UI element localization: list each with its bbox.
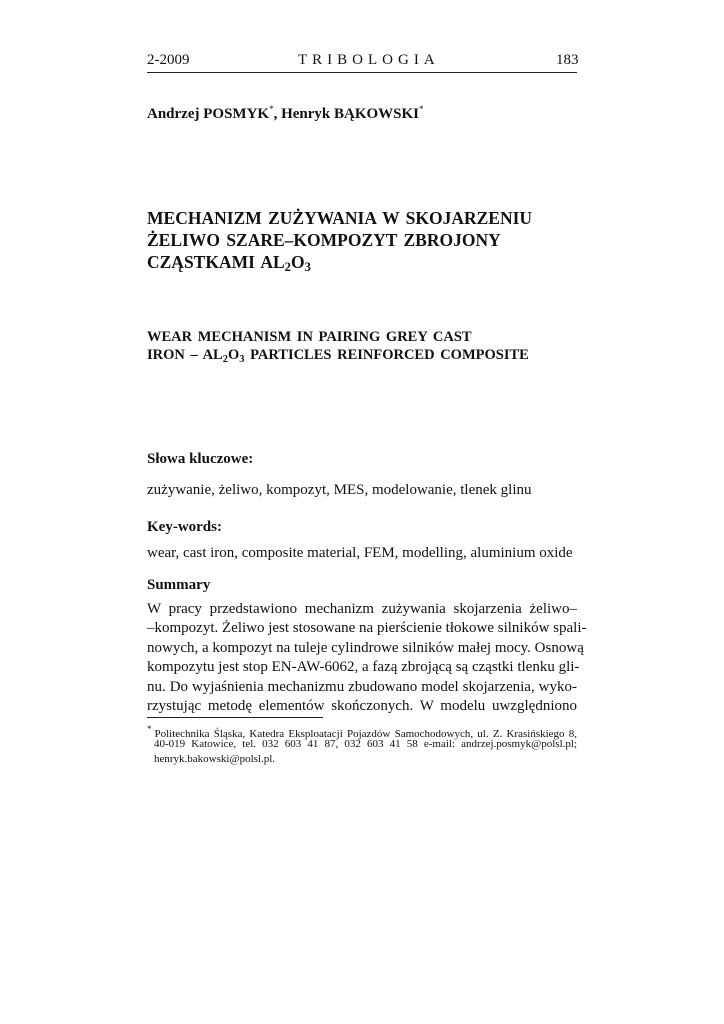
title-polish-line-1: MECHANIZM ZUŻYWANIA W SKOJARZENIU bbox=[147, 208, 533, 228]
author-2-footnote-mark: * bbox=[419, 104, 424, 114]
footnote-rule bbox=[147, 717, 323, 718]
title-polish bbox=[147, 207, 577, 278]
title-polish-line-3: CZĄSTKAMI $AL_2O_3$ bbox=[147, 252, 311, 274]
summary-heading: Summary bbox=[147, 577, 211, 593]
title-polish-line-2: ŻELIWO SZARE–KOMPOZYT ZBROJONY bbox=[147, 230, 501, 250]
summary-line: nowych, a kompozyt na tuleje cylindrowe silników małej mocy. Osnową bbox=[147, 639, 584, 656]
summary-line: nu. Do wyjaśnienia mechanizmu zbudowano model skojarzenia, wyko- bbox=[147, 678, 577, 695]
footnote bbox=[147, 722, 577, 767]
title-english-line-1: WEAR MECHANISM IN PAIRING GREY CAST bbox=[147, 329, 472, 345]
footnote-mark: * bbox=[147, 724, 152, 734]
keywords-english-heading: Key-words: bbox=[147, 519, 222, 535]
author-separator: , bbox=[273, 106, 282, 122]
summary-line: kompozytu jest stop EN-AW-6062, a fazą zbrojącą są cząstki tlenku gli- bbox=[147, 659, 580, 676]
authors-line bbox=[147, 104, 424, 123]
keywords-polish-heading: Słowa kluczowe: bbox=[147, 451, 254, 467]
author-2: Henryk BĄKOWSKI bbox=[281, 106, 420, 122]
footnote-line: henryk.bakowski@polsl.pl. bbox=[154, 753, 276, 765]
summary-line: rzystując metodę elementów skończonych. W modelu uwzględniono bbox=[147, 697, 577, 714]
summary-line: –kompozyt. Żeliwo jest stosowane na pierścienie tłokowe silników spali- bbox=[147, 620, 587, 637]
author-1-footnote-mark: * bbox=[269, 104, 274, 114]
footnote-line: 40-019 Katowice, tel. 032 603 41 87, 032 603 41 58 e-mail: andrzej.posmyk@polsl.pl; bbox=[154, 738, 577, 750]
page-number: 183 bbox=[556, 52, 579, 68]
title-english-line-2: IRON – $AL_2O_3$ PARTICLES REINFORCED COMPOSITE bbox=[147, 347, 529, 365]
title-english bbox=[147, 328, 577, 369]
summary-line: W pracy przedstawiono mechanizm zużywania skojarzenia żeliwo– bbox=[147, 601, 577, 617]
summary-text bbox=[147, 600, 587, 716]
header-rule bbox=[147, 72, 577, 73]
author-1: Andrzej POSMYK bbox=[147, 106, 270, 122]
footnote-line: * Politechnika Śląska, Katedra Eksploatacji Pojazdów Samochodowych, ul. Z. Krasińskiego 8, bbox=[147, 724, 577, 740]
issue-number: 2-2009 bbox=[147, 52, 190, 68]
keywords-english-text: wear, cast iron, composite material, FEM, modelling, aluminium oxide bbox=[147, 545, 573, 561]
journal-name: TRIBOLOGIA bbox=[298, 52, 440, 68]
keywords-polish-text: zużywanie, żeliwo, kompozyt, MES, modelowanie, tlenek glinu bbox=[147, 482, 532, 498]
